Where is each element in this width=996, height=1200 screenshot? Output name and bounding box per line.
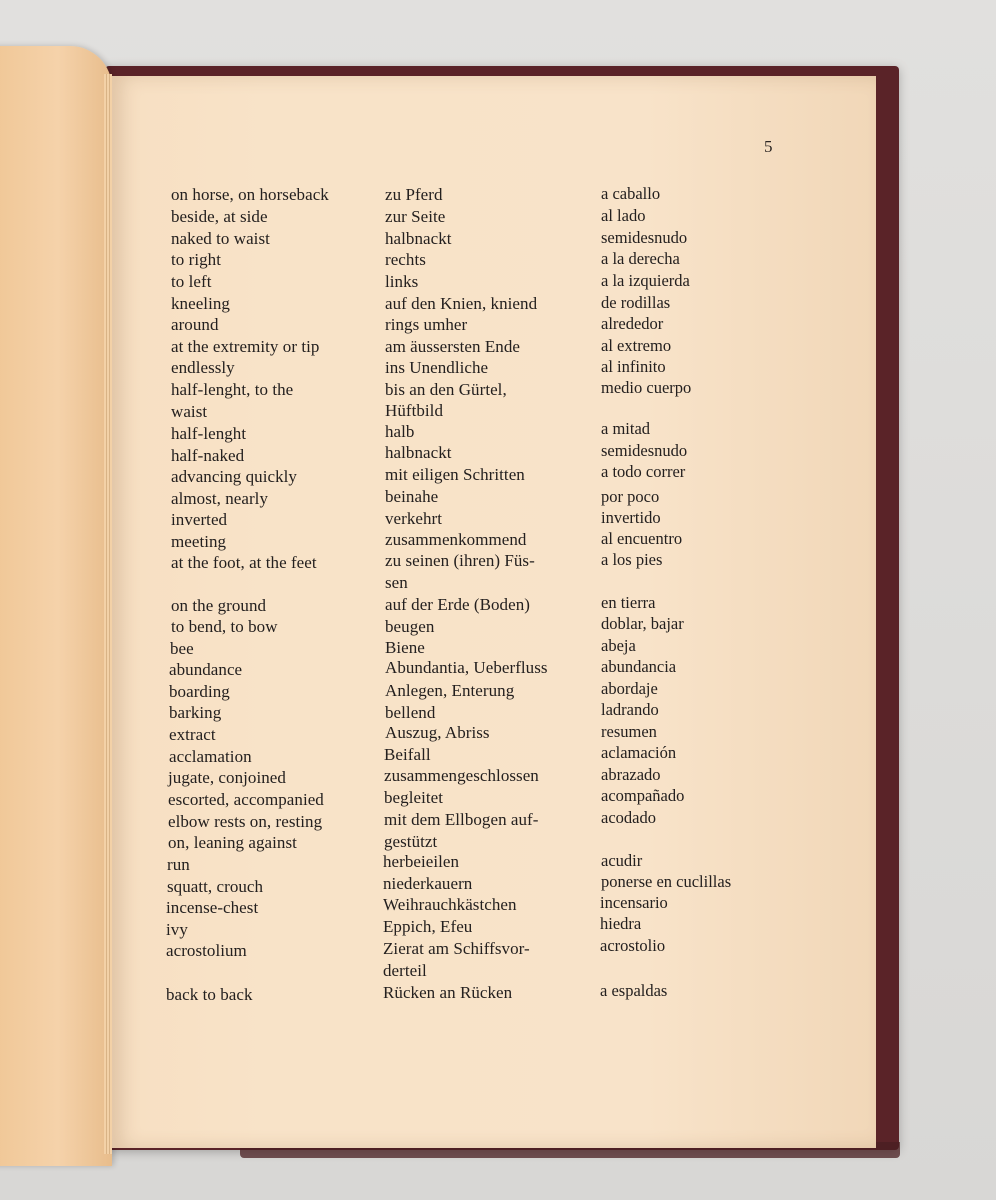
spanish-term: a los pies bbox=[601, 550, 663, 569]
spanish-term: en tierra bbox=[601, 593, 656, 612]
english-term: barking bbox=[169, 703, 222, 722]
german-term: halbnackt bbox=[385, 229, 452, 248]
german-term: Eppich, Efeu bbox=[383, 917, 473, 936]
english-term: run bbox=[167, 855, 190, 874]
spanish-term: doblar, bajar bbox=[601, 614, 684, 633]
german-term: zu Pferd bbox=[385, 185, 443, 204]
english-term: extract bbox=[169, 725, 216, 744]
english-term: abundance bbox=[169, 660, 243, 679]
german-term: derteil bbox=[383, 961, 427, 980]
spanish-term: abrazado bbox=[601, 765, 661, 784]
german-term: Zierat am Schiffsvor- bbox=[383, 939, 530, 958]
spanish-term: abordaje bbox=[601, 679, 658, 698]
spanish-term: semidesnudo bbox=[601, 228, 688, 247]
english-term: meeting bbox=[171, 532, 227, 551]
english-term: naked to waist bbox=[171, 229, 270, 248]
english-term: at the extremity or tip bbox=[171, 337, 320, 356]
english-term: almost, nearly bbox=[171, 489, 269, 508]
german-term: herbeieilen bbox=[383, 852, 460, 871]
english-term: to bend, to bow bbox=[171, 617, 278, 636]
german-term: Anlegen, Enterung bbox=[385, 681, 515, 700]
spanish-term: a la derecha bbox=[601, 249, 680, 268]
spanish-term: a espaldas bbox=[600, 981, 668, 1000]
english-term: half-naked bbox=[171, 446, 245, 465]
spanish-term: abeja bbox=[601, 636, 636, 655]
german-term: am äussersten Ende bbox=[385, 337, 520, 356]
english-term: boarding bbox=[169, 682, 230, 701]
spanish-term: acompañado bbox=[601, 786, 685, 805]
spanish-term: al lado bbox=[601, 206, 646, 225]
english-term: kneeling bbox=[171, 294, 230, 313]
english-term: around bbox=[171, 315, 219, 334]
english-term: half-lenght, to the bbox=[171, 380, 294, 399]
german-term: zu seinen (ihren) Füs- bbox=[385, 551, 535, 570]
english-term: escorted, accompanied bbox=[168, 790, 324, 809]
german-term: Rücken an Rücken bbox=[383, 983, 513, 1002]
german-term: mit dem Ellbogen auf- bbox=[384, 810, 539, 829]
german-term: zusammengeschlossen bbox=[384, 766, 539, 785]
german-term: beinahe bbox=[385, 487, 439, 506]
spanish-term: invertido bbox=[601, 508, 661, 527]
german-term: Auszug, Abriss bbox=[385, 723, 490, 742]
german-term: begleitet bbox=[384, 788, 443, 807]
spanish-term: al extremo bbox=[601, 336, 672, 355]
spanish-term: por poco bbox=[601, 487, 660, 506]
english-term: to right bbox=[171, 250, 221, 269]
spanish-term: aclamación bbox=[601, 743, 677, 762]
english-term: beside, at side bbox=[171, 207, 268, 226]
spanish-term: ladrando bbox=[601, 700, 659, 719]
spanish-term: alrededor bbox=[601, 314, 664, 333]
german-term: links bbox=[385, 272, 419, 291]
english-term: jugate, conjoined bbox=[168, 768, 286, 787]
english-term: back to back bbox=[166, 985, 253, 1004]
page-number: 5 bbox=[764, 137, 773, 156]
english-term: endlessly bbox=[171, 358, 235, 377]
english-term: elbow rests on, resting bbox=[168, 812, 323, 831]
spanish-term: de rodillas bbox=[601, 293, 671, 312]
english-term: advancing quickly bbox=[171, 467, 297, 486]
german-term: Beifall bbox=[384, 745, 431, 764]
spanish-term: abundancia bbox=[601, 657, 677, 676]
spanish-term: incensario bbox=[600, 893, 668, 912]
german-term: Hüftbild bbox=[385, 401, 444, 420]
english-term: on horse, on horseback bbox=[171, 185, 329, 204]
german-term: halbnackt bbox=[385, 443, 452, 462]
spanish-term: a la izquierda bbox=[601, 271, 690, 290]
spanish-term: acodado bbox=[601, 808, 656, 827]
german-term: zusammenkommend bbox=[385, 530, 527, 549]
spanish-term: al encuentro bbox=[601, 529, 683, 548]
spanish-term: acudir bbox=[601, 851, 643, 870]
english-term: acclamation bbox=[169, 747, 252, 766]
english-term: inverted bbox=[171, 510, 228, 529]
spanish-term: resumen bbox=[601, 722, 657, 741]
german-term: ins Unendliche bbox=[385, 358, 489, 377]
spanish-term: a caballo bbox=[601, 184, 661, 203]
german-term: Weihrauchkästchen bbox=[383, 895, 517, 914]
spanish-term: a todo correr bbox=[601, 462, 686, 481]
english-term: on, leaning against bbox=[168, 833, 297, 852]
german-term: gestützt bbox=[384, 832, 438, 851]
english-term: squatt, crouch bbox=[167, 877, 264, 896]
german-term: halb bbox=[385, 422, 415, 441]
german-term: beugen bbox=[385, 617, 435, 636]
spanish-term: al infinito bbox=[601, 357, 666, 376]
german-term: bis an den Gürtel, bbox=[385, 380, 507, 399]
english-term: bee bbox=[170, 639, 194, 658]
german-term: niederkauern bbox=[383, 874, 473, 893]
english-term: at the foot, at the feet bbox=[171, 553, 317, 572]
german-term: bellend bbox=[385, 703, 436, 722]
english-term: acrostolium bbox=[166, 941, 247, 960]
german-term: sen bbox=[385, 573, 408, 592]
spanish-term: medio cuerpo bbox=[601, 378, 692, 397]
german-term: zur Seite bbox=[385, 207, 446, 226]
spanish-term: semidesnudo bbox=[601, 441, 688, 460]
english-term: incense-chest bbox=[166, 898, 259, 917]
english-term: half-lenght bbox=[171, 424, 247, 443]
spanish-term: hiedra bbox=[600, 914, 642, 933]
english-term: to left bbox=[171, 272, 212, 291]
german-term: rechts bbox=[385, 250, 426, 269]
english-term: on the ground bbox=[171, 596, 267, 615]
german-term: Biene bbox=[385, 638, 425, 657]
german-term: rings umher bbox=[385, 315, 468, 334]
german-term: verkehrt bbox=[385, 509, 443, 528]
english-term: ivy bbox=[166, 920, 188, 939]
german-term: mit eiligen Schritten bbox=[385, 465, 525, 484]
german-term: auf den Knien, kniend bbox=[385, 294, 538, 313]
spanish-term: a mitad bbox=[601, 419, 651, 438]
english-term: waist bbox=[171, 402, 208, 421]
german-term: auf der Erde (Boden) bbox=[385, 595, 530, 614]
spanish-term: ponerse en cuclillas bbox=[601, 872, 732, 891]
german-term: Abundantia, Ueberfluss bbox=[385, 658, 548, 677]
spanish-term: acrostolio bbox=[600, 936, 666, 955]
